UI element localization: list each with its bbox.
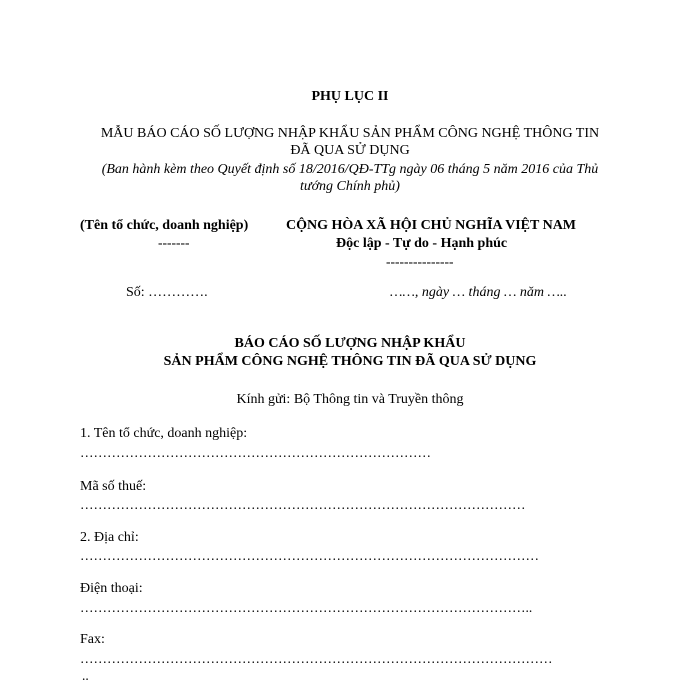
- field-dots-address: …………………………………………………………………………………………: [80, 548, 539, 563]
- field-label-fax: Fax:: [80, 632, 105, 647]
- field-dots-organization: ……………………………………………………………………: [80, 445, 431, 460]
- organization-label: (Tên tổ chức, doanh nghiệp): [80, 218, 249, 233]
- national-motto: Độc lập - Tự do - Hạnh phúc: [336, 236, 508, 251]
- field-dots-phone: ………………………………………………………………………………………..: [80, 600, 533, 615]
- appendix-subtitle-line2: ĐÃ QUA SỬ DỤNG: [290, 143, 410, 158]
- appendix-title: PHỤ LỤC II: [311, 89, 389, 104]
- appendix-subtitle-line1: MẪU BÁO CÁO SỐ LƯỢNG NHẬP KHẨU SẢN PHẨM CÔNG NGHỆ THÔNG TIN: [100, 126, 600, 141]
- field-label-phone: Điện thoại:: [80, 581, 143, 596]
- field-dots-tax-code: ………………………………………………………………………………………: [80, 497, 526, 512]
- field-dots-fax: ……………………………………………………………………………………………: [80, 651, 553, 666]
- field-label-address: 2. Địa chỉ:: [80, 530, 139, 545]
- date-line: ……, ngày … tháng … năm …..: [390, 285, 567, 300]
- report-title-line1: BÁO CÁO SỐ LƯỢNG NHẬP KHẨU: [234, 336, 466, 351]
- field-label-tax-code: Mã số thuế:: [80, 479, 147, 494]
- field-dots-fax-tail: ..: [82, 668, 89, 683]
- motto-underline: ---------------: [386, 254, 454, 269]
- report-title-line2: SẢN PHẨM CÔNG NGHỆ THÔNG TIN ĐÃ QUA SỬ DỤNG: [163, 354, 537, 369]
- field-label-organization: 1. Tên tổ chức, doanh nghiệp:: [80, 426, 248, 441]
- document-number: Số: ………….: [126, 285, 208, 300]
- decree-reference-line2: tướng Chính phủ): [300, 179, 400, 194]
- organization-underline: -------: [158, 235, 190, 250]
- decree-reference-line1: (Ban hành kèm theo Quyết định số 18/2016/QĐ-TTg ngày 06 tháng 5 năm 2016 của Thủ: [101, 162, 599, 177]
- report-recipient: Kính gửi: Bộ Thông tin và Truyền thông: [236, 392, 464, 407]
- country-name: CỘNG HÒA XÃ HỘI CHỦ NGHĨA VIỆT NAM: [286, 218, 577, 233]
